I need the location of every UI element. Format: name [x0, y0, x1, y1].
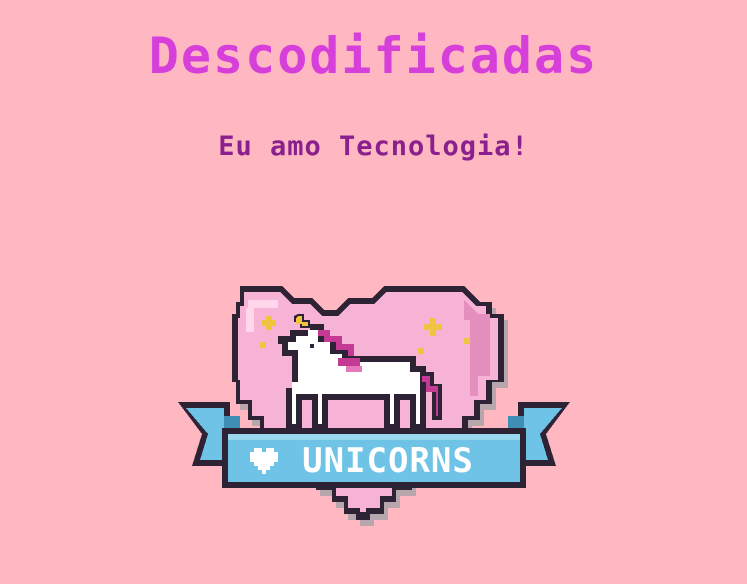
page-title: Descodificadas [148, 27, 599, 85]
banner-fold-right [508, 416, 524, 430]
page-subtitle: Eu amo Tecnologia! [218, 131, 529, 162]
unicorns-heart-badge [178, 280, 570, 530]
banner-label: UNICORNS [302, 441, 474, 481]
banner-shine [228, 434, 520, 440]
banner-fold-left [224, 416, 240, 430]
